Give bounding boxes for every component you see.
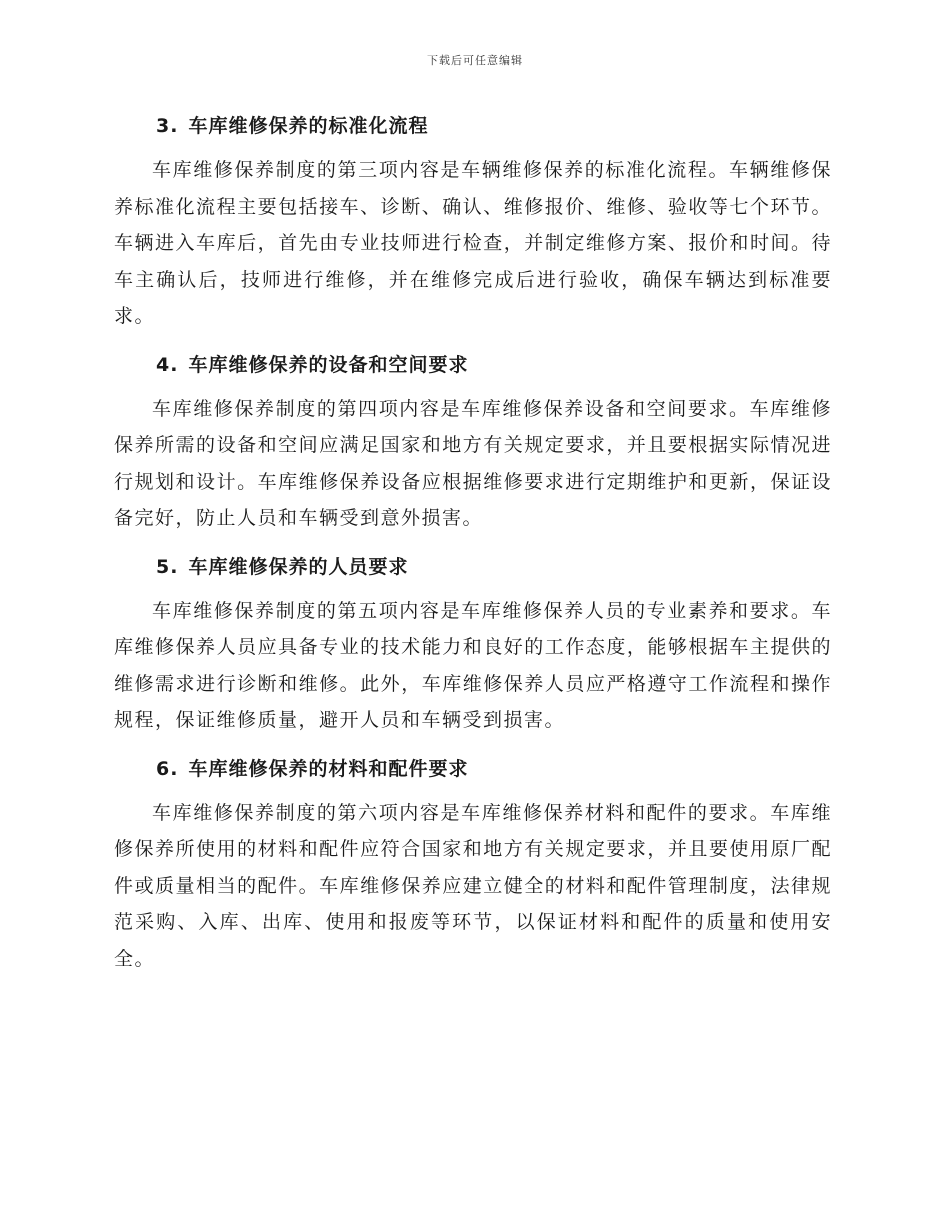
section-title: 车库维修保养的人员要求 — [188, 555, 409, 578]
section-paragraph: 车库维修保养制度的第六项内容是车库维修保养材料和配件的要求。车库维修保养所使用的材料和配件应符合国家和地方有关规定要求，并且要使用原厂配件或质量相当的配件。车库维修保养应建立健全的材料和配件管理制度，法律规范采购、入库、出库、使用和报废等环节，以保证材料和配件的质量和使用安全。 — [114, 801, 832, 970]
section-paragraph: 车库维修保养制度的第四项内容是车库维修保养设备和空间要求。车库维修保养所需的设备和空间应满足国家和地方有关规定要求，并且要根据实际情况进行规划和设计。车库维修保养设备应根据维修要求进行定期维护和更新，保证设备完好，防止人员和车辆受到意外损害。 — [114, 397, 832, 529]
section-title: 车库维修保养的设备和空间要求 — [188, 353, 469, 376]
section-paragraph: 车库维修保养制度的第三项内容是车辆维修保养的标准化流程。车辆维修保养标准化流程主要包括接车、诊断、确认、维修报价、维修、验收等七个环节。车辆进入车库后，首先由专业技师进行检查，并制定维修方案、报价和时间。待车主确认后，技师进行维修，并在维修完成后进行验收，确保车辆达到标准要求。 — [114, 159, 832, 327]
section-paragraph: 车库维修保养制度的第五项内容是车库维修保养人员的专业素养和要求。车库维修保养人员应具备专业的技术能力和良好的工作态度，能够根据车主提供的维修需求进行诊断和维修。此外，车库维修保养人员应严格遵守工作流程和操作规程，保证维修质量，避开人员和车辆受到损害。 — [114, 599, 832, 731]
section-heading — [114, 108, 832, 144]
section-number: 3. — [156, 115, 179, 137]
section-5 — [114, 549, 832, 739]
page-header-note: 下载后可任意编辑 — [427, 54, 523, 67]
section-heading — [114, 347, 832, 383]
section-6 — [114, 751, 832, 978]
section-number: 4. — [156, 353, 179, 376]
section-title: 车库维修保养的标准化流程 — [188, 115, 429, 137]
section-number: 5. — [156, 555, 179, 578]
document-body — [114, 108, 832, 989]
section-heading — [114, 549, 832, 585]
section-4 — [114, 347, 832, 537]
section-title: 车库维修保养的材料和配件要求 — [188, 757, 469, 780]
section-number: 6. — [156, 757, 179, 780]
section-heading — [114, 751, 832, 787]
section-3 — [114, 108, 832, 335]
